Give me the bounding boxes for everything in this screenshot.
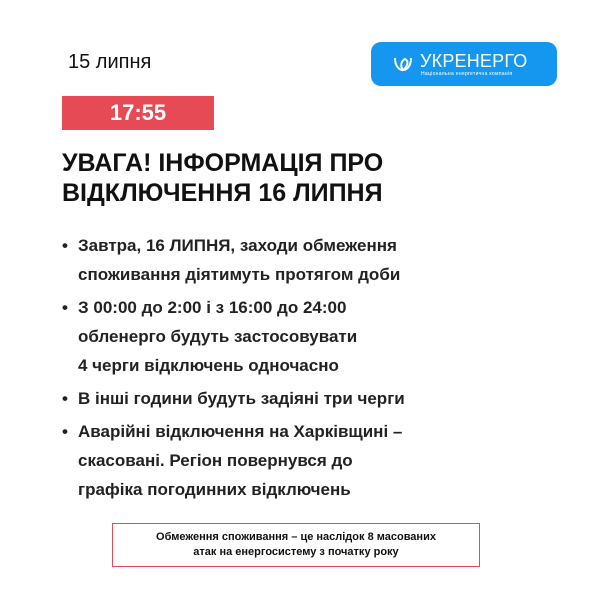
bullet-dot: •: [62, 389, 68, 408]
bullet-line: Аварійні відключення на Харківщині –: [78, 422, 403, 441]
bullet-line: Завтра, 16 ЛИПНЯ, заходи обмеження: [78, 236, 397, 255]
time-badge: 17:55: [62, 96, 214, 130]
footnote-line: атак на енергосистему з початку року: [193, 546, 399, 558]
logo-name: УКРЕНЕРГО: [420, 51, 528, 71]
logo-subtitle: Національна енергетична компанія: [421, 71, 513, 77]
bullet-line: В інші години будуть задіяні три черги: [78, 389, 405, 408]
bullet-line: скасовані. Регіон повернувся до: [78, 451, 353, 470]
info-bullet-list: [62, 231, 532, 508]
bullet-line: З 00:00 до 2:00 і з 16:00 до 24:00: [78, 298, 347, 317]
bullet-dot: •: [62, 298, 68, 317]
bullet-item: [62, 293, 532, 380]
footnote-box: [112, 523, 480, 567]
bullet-dot: •: [62, 236, 68, 255]
ukrenergo-logo: [371, 42, 557, 86]
ukrenergo-logo-icon: [391, 52, 415, 76]
bullet-dot: •: [62, 422, 68, 441]
bullet-item: [62, 231, 532, 289]
date-label: 15 липня: [68, 51, 152, 73]
headline-line: ВІДКЛЮЧЕННЯ 16 ЛИПНЯ: [62, 179, 383, 207]
footnote-line: Обмеження споживання – це наслідок 8 масованих: [156, 531, 436, 543]
headline: [62, 148, 512, 208]
headline-line: УВАГА! ІНФОРМАЦІЯ ПРО: [62, 149, 384, 177]
bullet-line: 4 черги відключень одночасно: [78, 356, 339, 375]
bullet-line: споживання діятимуть протягом доби: [78, 265, 401, 284]
bullet-line: графіка погодинних відключень: [78, 480, 351, 499]
bullet-line: обленерго будуть застосовувати: [78, 327, 358, 346]
bullet-item: [62, 384, 532, 413]
bullet-item: [62, 417, 532, 504]
